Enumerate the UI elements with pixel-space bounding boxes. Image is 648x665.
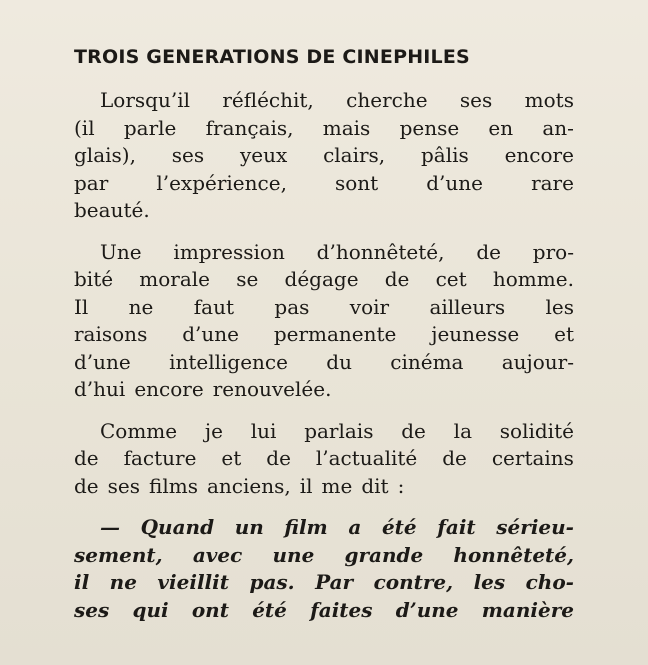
word: clairs, bbox=[323, 143, 386, 167]
word: lui bbox=[250, 418, 277, 443]
word: contre, bbox=[373, 570, 454, 594]
text-line bbox=[74, 87, 574, 115]
word: cherche bbox=[346, 88, 428, 112]
word: ses bbox=[459, 88, 493, 112]
article-heading: TROIS GENERATIONS DE CINEPHILES bbox=[74, 46, 470, 68]
text-line bbox=[74, 294, 574, 322]
word: permanente bbox=[273, 322, 397, 346]
word: d’hui bbox=[74, 377, 126, 401]
word: de bbox=[74, 446, 99, 470]
word: du bbox=[326, 349, 352, 374]
word: ses bbox=[107, 473, 141, 498]
text-line bbox=[74, 197, 574, 225]
word: Par bbox=[315, 570, 354, 594]
word: Une bbox=[100, 239, 142, 264]
text-line bbox=[74, 514, 574, 542]
word: en bbox=[488, 115, 514, 140]
word: l’actualité bbox=[315, 446, 418, 470]
word: raisons bbox=[74, 322, 148, 346]
word: homme. bbox=[492, 267, 574, 291]
text-line bbox=[74, 115, 574, 143]
word: bité bbox=[74, 267, 114, 291]
word: glais), bbox=[74, 143, 136, 167]
word: anciens, bbox=[206, 473, 291, 498]
word: ses bbox=[74, 597, 110, 622]
word: encore bbox=[134, 377, 204, 401]
word: réfléchit, bbox=[222, 88, 314, 112]
word: grande bbox=[344, 542, 424, 567]
word: je bbox=[204, 418, 223, 443]
text-line bbox=[74, 473, 574, 501]
text-line bbox=[74, 321, 574, 349]
word: dit bbox=[361, 473, 389, 498]
word: et bbox=[221, 446, 242, 470]
word: de bbox=[266, 446, 291, 470]
text-line bbox=[74, 142, 574, 170]
text-line bbox=[74, 597, 574, 625]
word: avec bbox=[192, 542, 243, 567]
text-line bbox=[74, 542, 574, 570]
word: yeux bbox=[239, 143, 288, 167]
text-line bbox=[74, 349, 574, 377]
word: rare bbox=[531, 170, 574, 195]
word: de bbox=[442, 446, 467, 470]
word: faut bbox=[193, 294, 235, 319]
word: me bbox=[321, 473, 353, 498]
word: honnêteté, bbox=[453, 542, 574, 567]
text-line bbox=[74, 418, 574, 446]
word: beauté. bbox=[74, 198, 150, 222]
word: les bbox=[545, 294, 574, 319]
word: français, bbox=[205, 115, 294, 140]
word: ailleurs bbox=[429, 294, 506, 319]
text-line bbox=[74, 170, 574, 198]
word: solidité bbox=[499, 418, 574, 443]
paragraph-2 bbox=[74, 239, 574, 404]
word: sement, bbox=[74, 542, 163, 567]
word: pro- bbox=[532, 239, 574, 264]
word: films bbox=[149, 473, 198, 498]
word: mais bbox=[322, 115, 371, 140]
word: — bbox=[100, 515, 120, 539]
word: pas bbox=[274, 294, 310, 319]
word: morale bbox=[139, 267, 211, 291]
word: impression bbox=[173, 239, 285, 264]
word: (il bbox=[74, 115, 95, 140]
word: Comme bbox=[100, 418, 178, 443]
word: cinéma bbox=[390, 349, 464, 374]
word: d’honnêteté, bbox=[316, 239, 445, 264]
word: se bbox=[236, 267, 259, 291]
word: pâlis bbox=[420, 143, 469, 167]
text-line bbox=[74, 445, 574, 473]
word: l’expérience, bbox=[156, 170, 287, 195]
word: vieillit bbox=[157, 570, 229, 594]
text-line bbox=[74, 569, 574, 597]
word: cet bbox=[435, 267, 467, 291]
word: un bbox=[234, 515, 264, 539]
word: d’une bbox=[182, 322, 239, 346]
word: d’une bbox=[395, 597, 459, 622]
text-line bbox=[74, 376, 574, 404]
word: été bbox=[252, 597, 287, 622]
word: renouvelée. bbox=[212, 377, 332, 401]
word: Quand bbox=[140, 515, 215, 539]
word: d’une bbox=[74, 349, 131, 374]
text-line bbox=[74, 239, 574, 267]
article-column bbox=[74, 44, 574, 638]
word: jeunesse bbox=[431, 322, 520, 346]
word: dégage bbox=[284, 267, 359, 291]
word: pense bbox=[399, 115, 460, 140]
word: an- bbox=[542, 115, 574, 140]
word: la bbox=[453, 418, 472, 443]
word: sérieu- bbox=[496, 515, 574, 539]
paragraph-1 bbox=[74, 87, 574, 225]
word: de bbox=[401, 418, 426, 443]
word: Il bbox=[74, 294, 89, 319]
text-line bbox=[74, 266, 574, 294]
word: facture bbox=[123, 446, 197, 470]
word: aujour- bbox=[501, 349, 574, 374]
word: de bbox=[384, 267, 410, 291]
word: parle bbox=[123, 115, 177, 140]
word: fait bbox=[437, 515, 476, 539]
word: : bbox=[397, 473, 405, 498]
word: faites bbox=[310, 597, 373, 622]
quote-paragraph bbox=[74, 514, 574, 624]
word: et bbox=[554, 322, 574, 346]
word: cho- bbox=[525, 570, 574, 594]
word: ne bbox=[109, 570, 137, 594]
word: voir bbox=[349, 294, 390, 319]
word: qui bbox=[132, 597, 169, 622]
word: sont bbox=[334, 170, 379, 195]
word: de bbox=[476, 239, 501, 264]
word: d’une bbox=[426, 170, 484, 195]
word: été bbox=[381, 515, 417, 539]
word: par bbox=[74, 170, 109, 195]
word: mots bbox=[524, 88, 574, 112]
word: Lorsqu’il bbox=[100, 88, 190, 112]
word: manière bbox=[481, 597, 574, 622]
word: ses bbox=[171, 143, 205, 167]
word: il bbox=[299, 473, 313, 498]
word: une bbox=[272, 542, 315, 567]
word: de bbox=[74, 473, 99, 498]
word: intelligence bbox=[169, 349, 288, 374]
word: les bbox=[473, 570, 506, 594]
paragraph-3 bbox=[74, 418, 574, 501]
word: encore bbox=[504, 143, 574, 167]
word: ne bbox=[128, 294, 154, 319]
word: certains bbox=[491, 446, 574, 470]
word: film bbox=[284, 515, 328, 539]
word: il bbox=[74, 570, 90, 594]
word: a bbox=[348, 515, 362, 539]
word: pas. bbox=[249, 570, 295, 594]
word: ont bbox=[191, 597, 229, 622]
word: parlais bbox=[304, 418, 374, 443]
